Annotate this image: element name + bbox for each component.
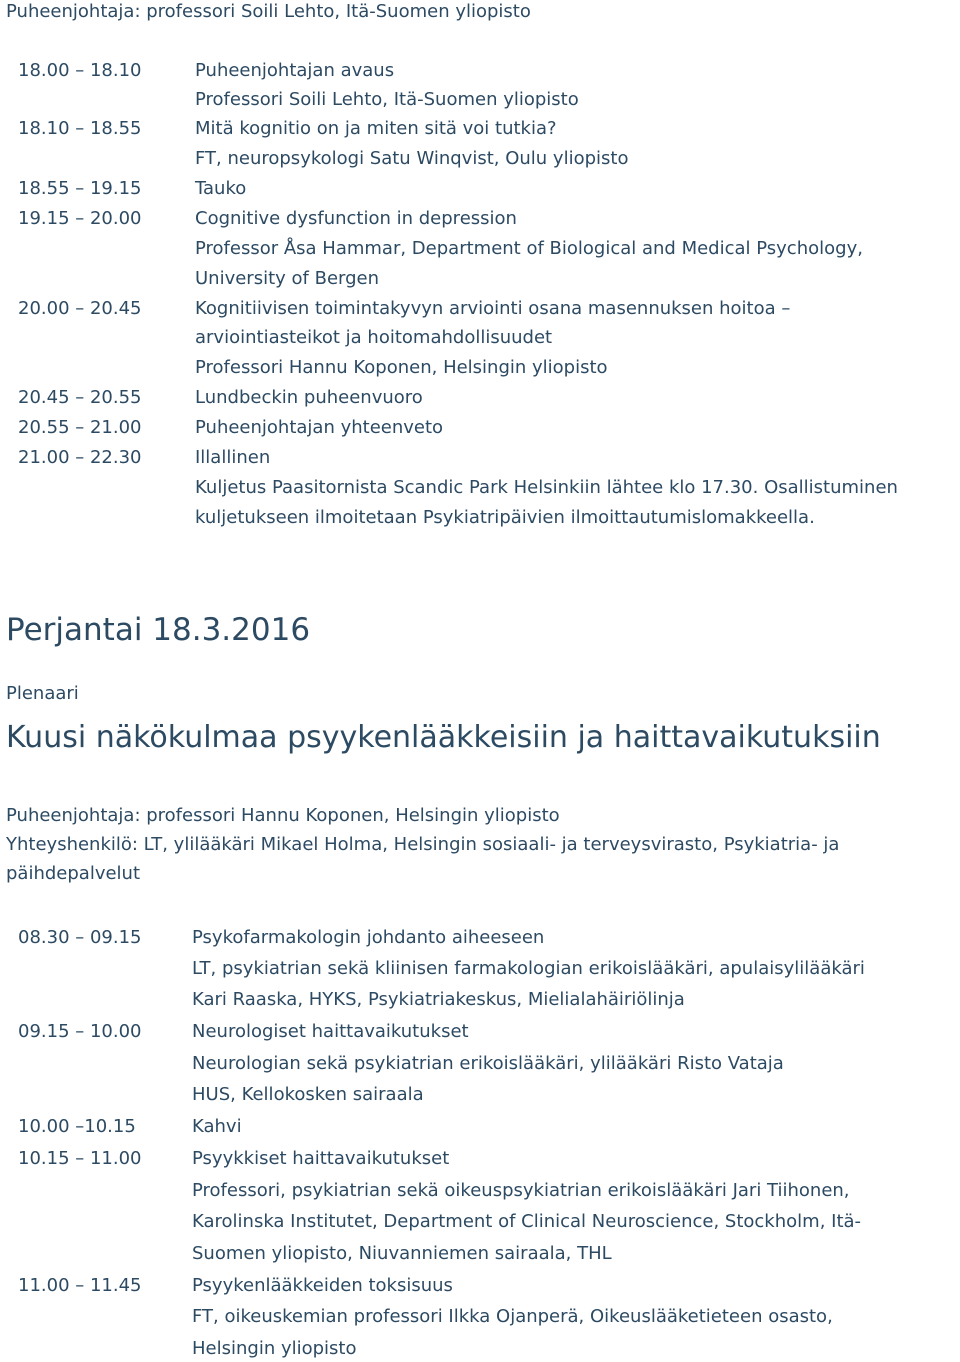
time-slot: 11.00 – 11.45 [18,1275,142,1296]
time-slot: 10.00 –10.15 [18,1116,136,1137]
session-contact: Yhteyshenkilö: LT, ylilääkäri Mikael Holma, Helsingin sosiaali- ja terveysvirasto, Psykiatria- ja [6,834,840,855]
item-title: Illallinen [195,447,271,468]
time-slot: 19.15 – 20.00 [18,208,142,229]
item-title: Psyykenlääkkeiden toksisuus [192,1275,453,1296]
section-label: Plenaari [6,683,79,704]
item-title: Cognitive dysfunction in depression [195,208,517,229]
item-speaker: Professor Åsa Hammar, Department of Biological and Medical Psychology, [195,238,863,259]
item-title: Kognitiivisen toimintakyvyn arviointi osana masennuksen hoitoa – [195,298,791,319]
time-slot: 21.00 – 22.30 [18,447,142,468]
item-speaker: Professori, psykiatrian sekä oikeuspsykiatrian erikoislääkäri Jari Tiihonen, [192,1180,850,1201]
item-title: Mitä kognitio on ja miten sitä voi tutkia? [195,118,557,139]
item-speaker: Professori Soili Lehto, Itä-Suomen yliopisto [195,89,579,110]
item-title: Psyykkiset haittavaikutukset [192,1148,450,1169]
item-speaker: LT, psykiatrian sekä kliinisen farmakologian erikoislääkäri, apulaisylilääkäri [192,958,865,979]
time-slot: 20.00 – 20.45 [18,298,142,319]
item-speaker: Kari Raaska, HYKS, Psykiatriakeskus, Mielialahäiriölinja [192,989,685,1010]
item-title: arviointiasteikot ja hoitomahdollisuudet [195,327,553,348]
session-chair: Puheenjohtaja: professori Hannu Koponen, Helsingin yliopisto [6,805,560,826]
time-slot: 20.55 – 21.00 [18,417,142,438]
item-speaker: University of Bergen [195,268,380,289]
item-speaker: FT, oikeuskemian professori Ilkka Ojanperä, Oikeuslääketieteen osasto, [192,1306,833,1327]
item-speaker: Karolinska Institutet, Department of Clinical Neuroscience, Stockholm, Itä- [192,1211,862,1232]
item-speaker: Suomen yliopisto, Niuvanniemen sairaala, THL [192,1243,612,1264]
time-slot: 18.00 – 18.10 [18,60,142,81]
item-speaker: HUS, Kellokosken sairaala [192,1084,424,1105]
time-slot: 09.15 – 10.00 [18,1021,142,1042]
time-slot: 18.55 – 19.15 [18,178,142,199]
session-contact: päihdepalvelut [6,863,141,884]
time-slot: 20.45 – 20.55 [18,387,142,408]
item-title: Puheenjohtajan avaus [195,60,395,81]
session-title: Kuusi näkökulmaa psyykenlääkkeisiin ja haittavaikutuksiin [6,720,881,755]
item-speaker: FT, neuropsykologi Satu Winqvist, Oulu yliopisto [195,148,629,169]
time-slot: 18.10 – 18.55 [18,118,142,139]
item-title: Neurologiset haittavaikutukset [192,1021,469,1042]
day-heading: Perjantai 18.3.2016 [6,612,311,648]
item-title: Puheenjohtajan yhteenveto [195,417,444,438]
item-note: kuljetukseen ilmoitetaan Psykiatripäivien ilmoittautumislomakkeella. [195,507,815,528]
section1-chair: Puheenjohtaja: professori Soili Lehto, Itä-Suomen yliopisto [6,1,531,22]
item-title: Kahvi [192,1116,242,1137]
item-speaker: Neurologian sekä psykiatrian erikoislääkäri, ylilääkäri Risto Vataja [192,1053,784,1074]
time-slot: 08.30 – 09.15 [18,927,142,948]
item-title: Lundbeckin puheenvuoro [195,387,423,408]
item-note: Kuljetus Paasitornista Scandic Park Helsinkiin lähtee klo 17.30. Osallistuminen [195,477,898,498]
item-speaker: Professori Hannu Koponen, Helsingin yliopisto [195,357,608,378]
item-title: Psykofarmakologin johdanto aiheeseen [192,927,545,948]
item-speaker: Helsingin yliopisto [192,1338,357,1359]
time-slot: 10.15 – 11.00 [18,1148,142,1169]
item-title: Tauko [195,178,247,199]
